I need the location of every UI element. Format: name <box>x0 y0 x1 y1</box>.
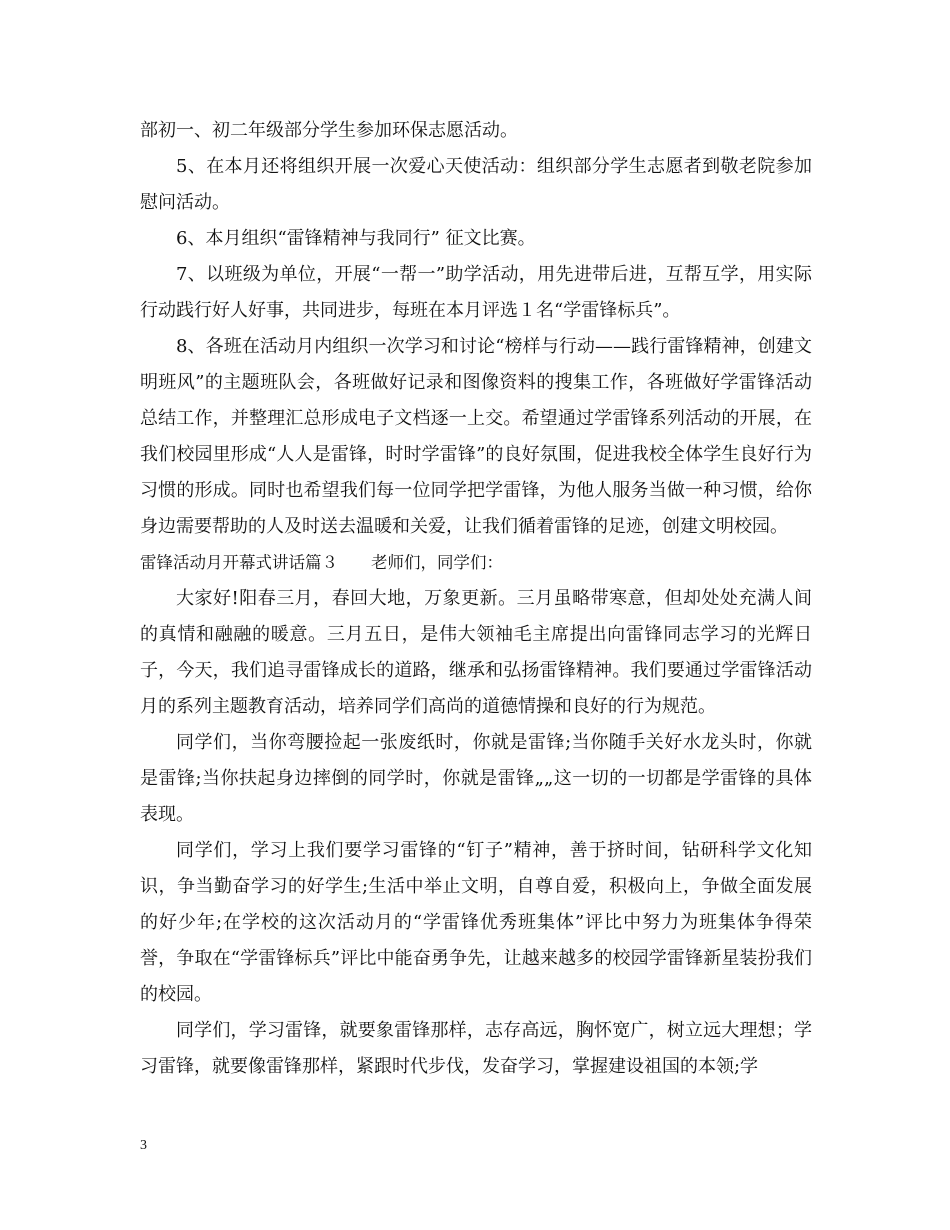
paragraph-2: 5、在本月还将组织开展一次爱心天使活动：组织部分学生志愿者到敬老院参加慰问活动。 <box>140 156 812 213</box>
paragraph-8: 同学们，学习上我们要学习雷锋的“钉子”精神，善于挤时间，钻研科学文化知识，争当勤奋学习的好学生;生活中举止文明，自尊自爱，积极向上，争做全面发展的好少年;在学校的这次活动月的“学雷锋优秀班集体”评比中努力为班集体争得荣誉，争取在“学雷锋标兵”评比中能奋勇争先，让越来越多的校园学雷锋新星装扮我们的校园。 <box>140 840 812 1005</box>
paragraph-6: 大家好!阳春三月，春回大地，万象更新。三月虽略带寒意，但却处处充满人间的真情和融融的暖意。三月五日，是伟大领袖毛主席提出向雷锋同志学习的光辉日子，今天，我们追寻雷锋成长的道路，继承和弘扬雷锋精神。我们要通过学雷锋活动月的系列主题教育活动，培养同学们高尚的道德情操和良好的行为规范。 <box>140 588 812 717</box>
section-heading: 雷锋活动月开幕式讲话篇３ 老师们，同学们： <box>140 553 503 572</box>
paragraph-4: 7、以班级为单位，开展“一帮一”助学活动，用先进带后进，互帮互学，用实际行动践行好人好事，共同进步，每班在本月评选１名“学雷锋标兵”。 <box>140 264 812 321</box>
document-body <box>140 113 812 1085</box>
paragraph-5: 8、各班在活动月内组织一次学习和讨论“榜样与行动——践行雷锋精神，创建文明班风”的主题班队会，各班做好记录和图像资料的搜集工作，各班做好学雷锋活动总结工作，并整理汇总形成电子文档逐一上交。希望通过学雷锋系列活动的开展，在我们校园里形成“人人是雷锋，时时学雷锋”的良好氛围，促进我校全体学生良好行为习惯的形成。同时也希望我们每一位同学把学雷锋，为他人服务当做一种习惯，给你身边需要帮助的人及时送去温暖和关爱，让我们循着雷锋的足迹，创建文明校园。 <box>140 336 812 537</box>
paragraph-1: 部初一、初二年级部分学生参加环保志愿活动。 <box>140 120 518 141</box>
page-number: 3 <box>140 1138 147 1153</box>
paragraph-9: 同学们，学习雷锋，就要象雷锋那样，志存高远，胸怀宽广，树立远大理想；学习雷锋，就要像雷锋那样，紧跟时代步伐，发奋学习，掌握建设祖国的本领;学 <box>140 1020 812 1077</box>
paragraph-3: 6、本月组织“雷锋精神与我同行” 征文比赛。 <box>176 228 536 249</box>
paragraph-7: 同学们，当你弯腰捡起一张废纸时，你就是雷锋;当你随手关好水龙头时，你就是雷锋;当你扶起身边摔倒的同学时，你就是雷锋„„这一切的一切都是学雷锋的具体表现。 <box>140 732 812 825</box>
